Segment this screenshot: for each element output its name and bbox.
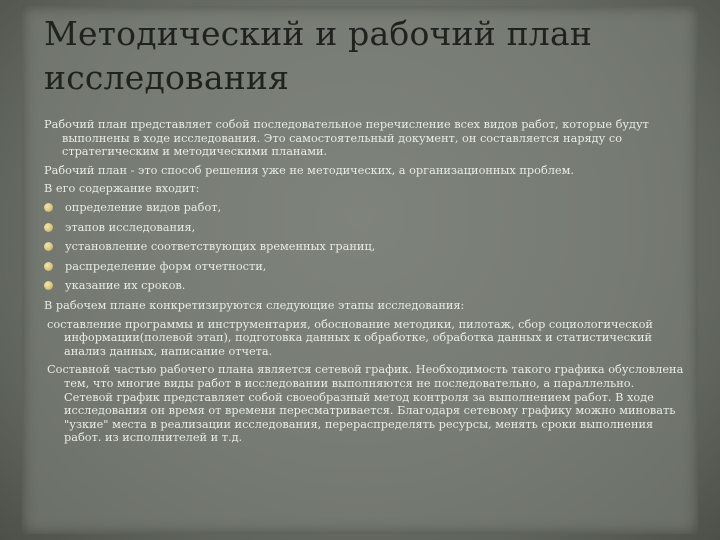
- list-item: [44, 240, 684, 254]
- list-item: [44, 201, 684, 215]
- paragraph-content-intro: В его содержание входит:: [44, 182, 200, 196]
- bullet-icon: [44, 223, 53, 232]
- paragraph-stages-list: составление программы и инструментария, обоснование методики, пилотаж, сбор социологической информации(полевой этап), подготовка данных к обработке, обработка данных и статистический анализ данных, написание отчета.: [47, 317, 653, 358]
- bullet-icon: [44, 262, 53, 271]
- list-item: [44, 221, 684, 235]
- paragraph-working-plan-definition: Рабочий план представляет собой последовательное перечисление всех видов работ, которые будут выполнены в ходе исследования. Это самостоятельный документ, он составляется наряду со стратегическим и методическими планами.: [44, 118, 649, 159]
- list-item-text: установление соответствующих временных границ,: [65, 240, 376, 254]
- title-line-2: исследования: [44, 58, 290, 97]
- list-item-text: распределение форм отчетности,: [65, 259, 267, 273]
- paragraph-network-graph: Составной частью рабочего плана является сетевой график. Необходимость такого графика обусловлена тем, что многие виды работ в исследовании выполняются не последовательно, а параллельно. Сетевой график представляет собой своеобразный метод контроля за выполнением работ. В ходе исследования он время от времени пересматривается. Благодаря сетевому графику можно миновать "узкие" места в реализации исследования, перераспределять ресурсы, менять сроки выполнения работ. из исполнителей и т.д.: [47, 363, 684, 445]
- bullet-icon: [44, 203, 53, 212]
- paragraph-working-plan-purpose: Рабочий план - это способ решения уже не методических, а организационных проблем.: [44, 163, 574, 177]
- slide-title: [44, 12, 684, 100]
- title-line-1: Методический и рабочий план: [44, 14, 593, 53]
- paragraph-stages-intro: В рабочем плане конкретизируются следующие этапы исследования:: [44, 298, 465, 312]
- slide-body: [44, 118, 684, 450]
- list-item-text: определение видов работ,: [65, 200, 222, 214]
- content-bullet-list: [44, 201, 684, 293]
- bullet-icon: [44, 242, 53, 251]
- list-item: [44, 260, 684, 274]
- list-item-text: этапов исследования,: [65, 220, 196, 234]
- bullet-icon: [44, 281, 53, 290]
- list-item: [44, 279, 684, 293]
- list-item-text: указание их сроков.: [65, 279, 186, 293]
